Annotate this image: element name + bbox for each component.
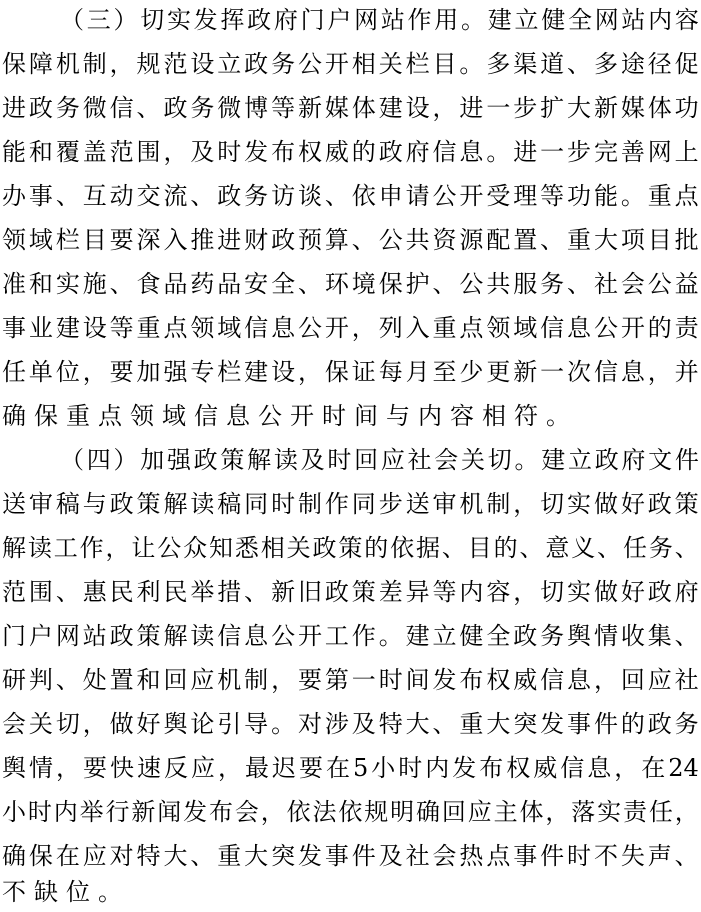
paragraph-line: 事 业 建 设 等 重 点 领 域 信 息 公 开 ， 列 入 重 点 领 域 信 息 公 开 的 责 [2,314,699,342]
paragraph-line: 进 政 务 微 信 、 政 务 微 博 等 新 媒 体 建 设 ， 进 一 步 扩 大 新 媒 体 功 [2,94,699,122]
paragraph-line: 办 事 、 互 动 交 流 、 政 务 访 谈 、 依 申 请 公 开 受 理 等 功 能 。 重 点 [2,182,699,210]
paragraph-line: 不 缺 位 。 [2,878,122,906]
paragraph-line: 解 读 工 作 ， 让 公 众 知 悉 相 关 政 策 的 依 据 、 目 的 、 意 义 、 任 务 、 [2,534,699,562]
paragraph-line: 会 关 切 ， 做 好 舆 论 引 导 。 对 涉 及 特 大 、 重 大 突 发 事 件 的 政 务 [2,710,699,738]
paragraph-line: 确 保 重 点 领 域 信 息 公 开 时 间 与 内 容 相 符 。 [2,402,570,430]
paragraph-line: 任 单 位 ， 要 加 强 专 栏 建 设 ， 保 证 每 月 至 少 更 新 一 次 信 息 ， 并 [2,358,699,386]
paragraph-line: 门 户 网 站 政 策 解 读 信 息 公 开 工 作 。 建 立 健 全 政 务 舆 情 收 集 、 [2,622,699,650]
paragraph-line: （ 四 ） 加 强 政 策 解 读 及 时 回 应 社 会 关 切 。 建 立 政 府 文 件 [60,446,699,474]
paragraph-line: 保 障 机 制 ， 规 范 设 立 政 务 公 开 相 关 栏 目 。 多 渠 道 、 多 途 径 促 [2,50,699,78]
paragraph-line: 领 域 栏 目 要 深 入 推 进 财 政 预 算 、 公 共 资 源 配 置 、 重 大 项 目 批 [2,226,699,254]
paragraph-line: 能 和 覆 盖 范 围 ， 及 时 发 布 权 威 的 政 府 信 息 。 进 一 步 完 善 网 上 [2,138,699,166]
paragraph-line: 确 保 在 应 对 特 大 、 重 大 突 发 事 件 及 社 会 热 点 事 件 时 不 失 声 、 [2,842,699,870]
paragraph-line: 舆 情 ， 要 快 速 反 应 ， 最 迟 要 在 5 小 时 内 发 布 权 威 信 息 ， 在 24 [2,754,699,782]
paragraph-line: 研 判 、 处 置 和 回 应 机 制 ， 要 第 一 时 间 发 布 权 威 信 息 ， 回 应 社 [2,666,699,694]
paragraph-line: （ 三 ） 切 实 发 挥 政 府 门 户 网 站 作 用 。 建 立 健 全 网 站 内 容 [60,6,699,34]
paragraph-line: 准 和 实 施 、 食 品 药 品 安 全 、 环 境 保 护 、 公 共 服 务 、 社 会 公 益 [2,270,699,298]
paragraph-line: 送 审 稿 与 政 策 解 读 稿 同 时 制 作 同 步 送 审 机 制 ， 切 实 做 好 政 策 [2,490,699,518]
paragraph-line: 小 时 内 举 行 新 闻 发 布 会 ， 依 法 依 规 明 确 回 应 主 体 ， 落 实 责 任 ， [2,798,699,826]
paragraph-line: 范 围 、 惠 民 利 民 举 措 、 新 旧 政 策 差 异 等 内 容 ， 切 实 做 好 政 府 [2,578,699,606]
